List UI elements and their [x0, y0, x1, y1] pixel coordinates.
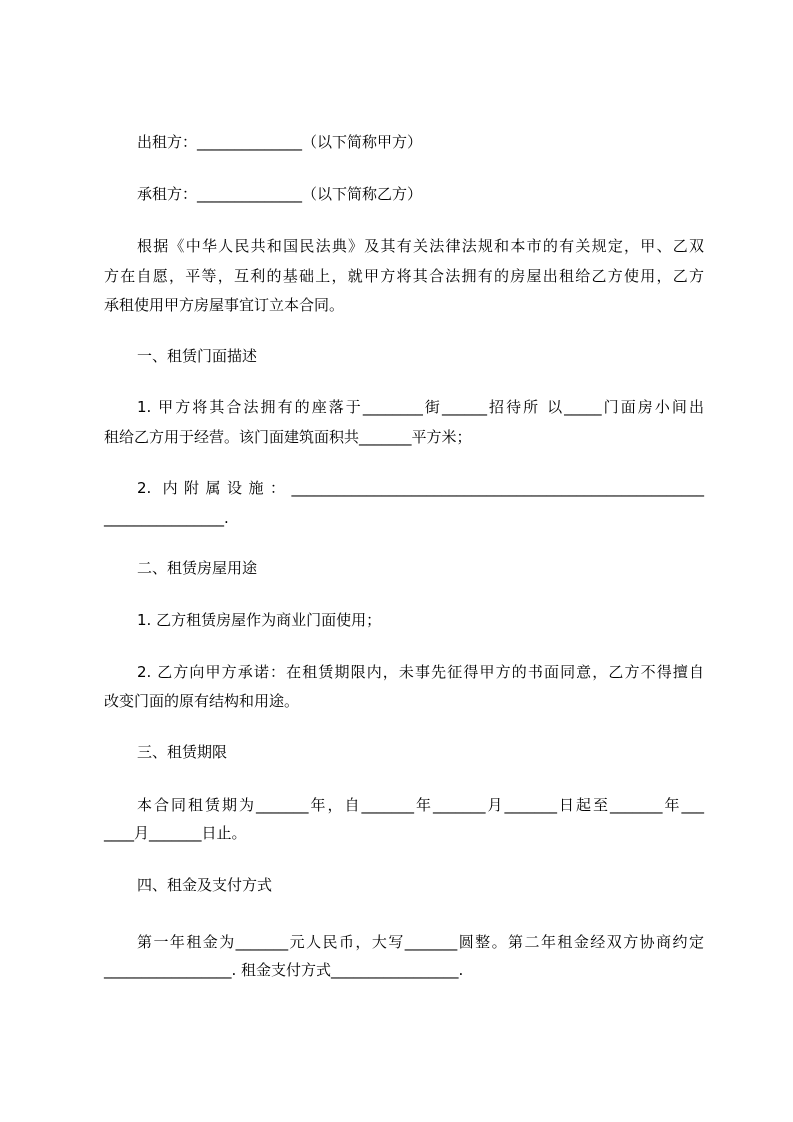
section1-item1-line-1: 1. 甲方将其合法拥有的座落于________街______招待所 以_____门面房小间出: [137, 398, 704, 416]
preamble-line-1: 根据《中华人民共和国民法典》及其有关法律法规和本市的有关规定，甲、乙双: [137, 237, 704, 255]
section1-item2-line-2: ________________.: [104, 509, 229, 527]
section1-item2-line-1: 2. 内附属设施：_______________________________________________________: [137, 479, 704, 497]
section3-text-line-1: 本合同租赁期为_______年，自_______年_______月_______日起至_______年___: [137, 796, 704, 814]
section2-item2-line-2: 改变门面的原有结构和用途。: [104, 692, 300, 710]
preamble-line-2: 方在自愿，平等，互利的基础上，就甲方将其合法拥有的房屋出租给乙方使用，乙方: [104, 267, 704, 285]
section1-heading: 一、租赁门面描述: [137, 347, 258, 365]
section3-heading: 三、租赁期限: [137, 743, 228, 761]
lessor-line: 出租方：______________（以下简称甲方）: [137, 133, 423, 151]
section4-text-line-1: 第一年租金为_______元人民币，大写_______圆整。第二年租金经双方协商约定: [137, 933, 704, 951]
section2-heading: 二、租赁房屋用途: [137, 559, 258, 577]
section1-item1-line-2: 租给乙方用于经营。该门面建筑面积共_______平方米；: [104, 428, 472, 446]
lessee-line: 承租方：______________（以下简称乙方）: [137, 185, 423, 203]
preamble-line-3: 承租使用甲方房屋事宜订立本合同。: [104, 296, 345, 314]
section3-text-line-2: ____月_______日止。: [104, 824, 247, 842]
section4-heading: 四、租金及支付方式: [137, 876, 273, 894]
section2-item1: 1. 乙方租赁房屋作为商业门面使用；: [137, 611, 382, 629]
section2-item2-line-1: 2. 乙方向甲方承诺：在租赁期限内，未事先征得甲方的书面同意，乙方不得擅自: [137, 663, 704, 681]
section4-text-line-2: _________________. 租金支付方式_________________.: [104, 961, 464, 979]
